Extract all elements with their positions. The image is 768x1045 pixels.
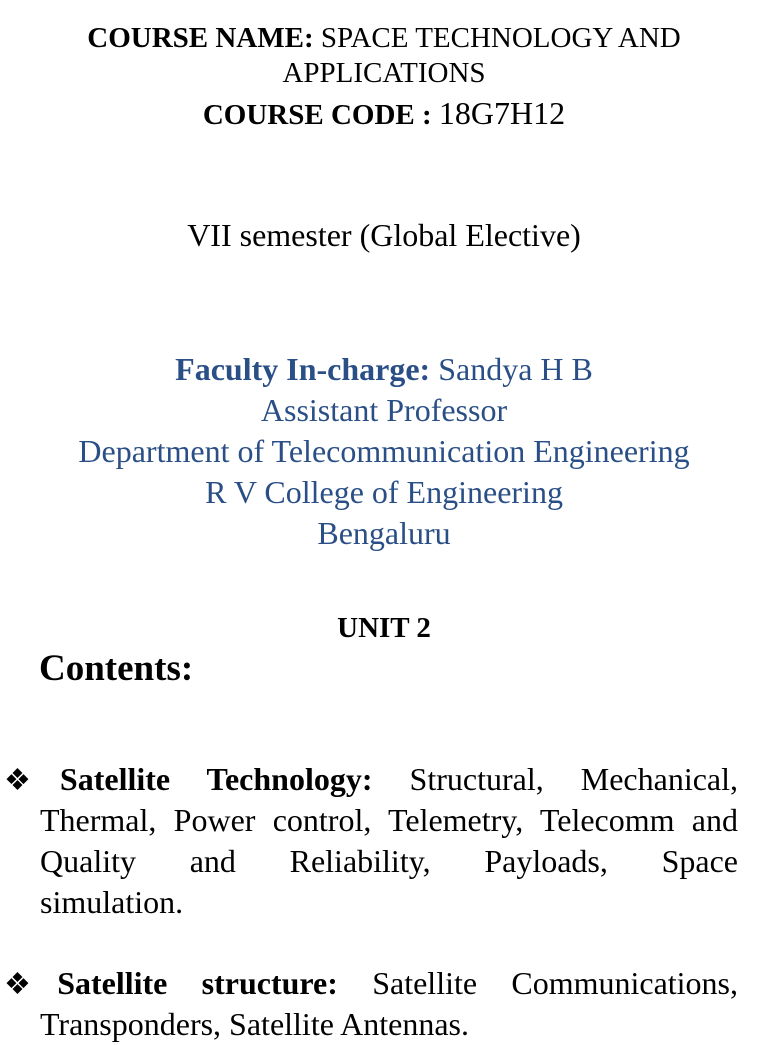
faculty-name: Sandya H B [430,351,593,387]
faculty-city: Bengaluru [317,515,451,551]
bullet-line [4,963,738,1004]
diamond-bullet-icon: ❖ [4,968,58,1001]
faculty-department: Department of Telecommunication Engineering [78,433,690,469]
faculty-line [0,349,768,390]
bullet-title: Satellite Technology: [59,761,373,797]
course-code-value: 18G7H12 [438,95,566,131]
faculty-label: Faculty In-charge: [175,351,431,387]
course-code-line [0,94,768,134]
bullet-line: Thermal, Power control, Telemetry, Telecomm and [40,802,738,838]
course-name-line-2: APPLICATIONS [282,57,486,89]
course-name-line-1 [0,20,768,56]
bullet-line [4,759,738,800]
faculty-designation: Assistant Professor [260,392,508,428]
semester-line: VII semester (Global Elective) [187,217,581,253]
bullet-line: Transponders, Satellite Antennas. [40,1006,469,1042]
bullet-title: Satellite structure: [57,965,338,1001]
bullet-line: Quality and Reliability, Payloads, Space [40,843,738,879]
bullet-line: simulation. [40,884,184,920]
bullet-text: Structural, Mechanical, [372,761,738,797]
diamond-bullet-icon: ❖ [4,764,60,797]
unit-heading: UNIT 2 [337,612,431,644]
course-name-label: COURSE NAME: [87,22,314,54]
contents-heading: Contents: [39,648,194,689]
bullet-text: Satellite Communications, [337,965,739,1001]
faculty-college: R V College of Engineering [205,474,563,510]
course-name-value-1: SPACE TECHNOLOGY AND [313,22,681,54]
course-code-label: COURSE CODE : [202,99,439,131]
